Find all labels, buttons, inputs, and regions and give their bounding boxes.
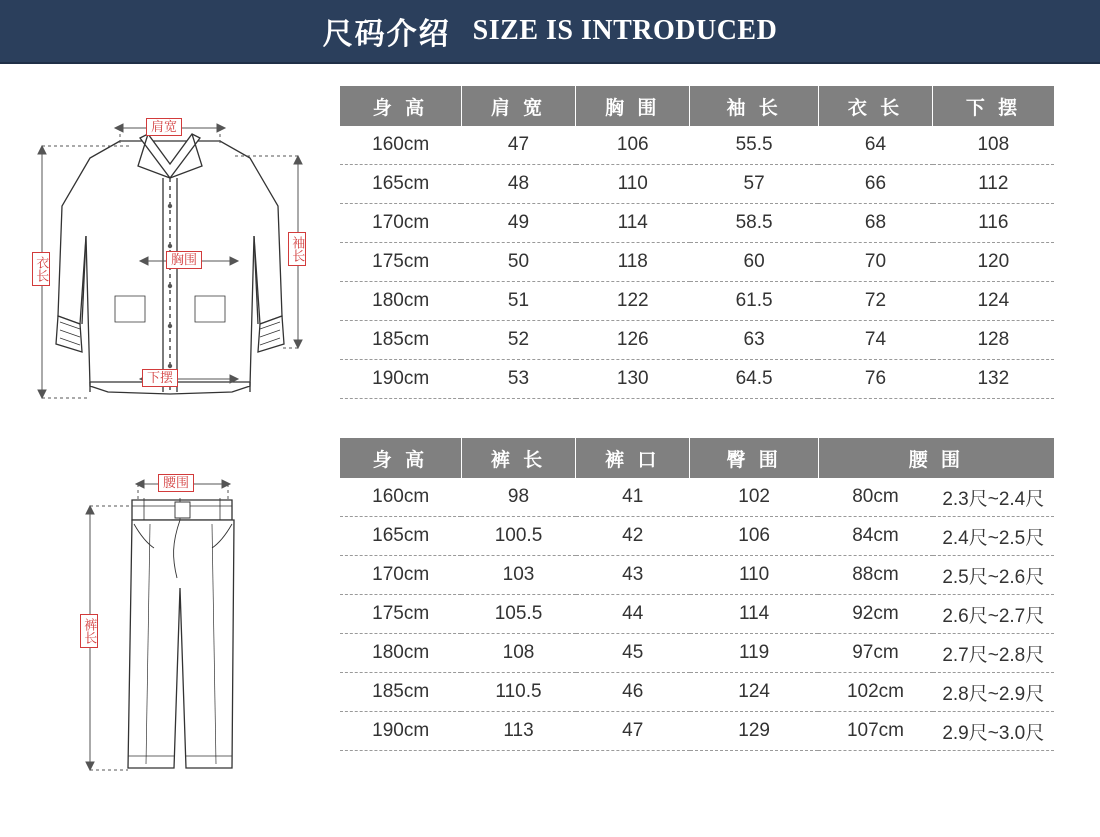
cell-pant-opening: 47 bbox=[576, 712, 690, 751]
column-header: 裤 口 bbox=[576, 438, 690, 478]
cell-waist-cm: 84cm bbox=[818, 517, 932, 556]
column-header: 袖 长 bbox=[690, 86, 819, 126]
cell-height: 175cm bbox=[340, 243, 461, 282]
cell-pant-length: 113 bbox=[461, 712, 575, 751]
cell-pant-opening: 42 bbox=[576, 517, 690, 556]
cell-sleeve: 63 bbox=[690, 321, 819, 360]
table-row bbox=[340, 478, 1054, 517]
cell-chest: 110 bbox=[576, 165, 690, 204]
cell-shoulder: 48 bbox=[461, 165, 575, 204]
cell-height: 160cm bbox=[340, 478, 461, 517]
cell-height: 165cm bbox=[340, 517, 461, 556]
cell-length: 66 bbox=[818, 165, 932, 204]
cell-height: 180cm bbox=[340, 282, 461, 321]
cell-pant-opening: 43 bbox=[576, 556, 690, 595]
column-header: 裤 长 bbox=[461, 438, 575, 478]
cell-length: 68 bbox=[818, 204, 932, 243]
cell-hip: 124 bbox=[690, 673, 819, 712]
label-shoulder-width: 肩宽 bbox=[146, 118, 182, 136]
cell-pant-opening: 46 bbox=[576, 673, 690, 712]
cell-length: 72 bbox=[818, 282, 932, 321]
cell-shoulder: 53 bbox=[461, 360, 575, 399]
cell-waist-chi: 2.6尺~2.7尺 bbox=[933, 595, 1054, 634]
cell-pant-opening: 41 bbox=[576, 478, 690, 517]
cell-waist-chi: 2.4尺~2.5尺 bbox=[933, 517, 1054, 556]
jacket-diagram bbox=[20, 86, 320, 416]
column-header: 身 高 bbox=[340, 86, 461, 126]
table-row bbox=[340, 360, 1054, 399]
cell-hem: 116 bbox=[933, 204, 1054, 243]
cell-sleeve: 60 bbox=[690, 243, 819, 282]
cell-waist-cm: 97cm bbox=[818, 634, 932, 673]
cell-shoulder: 50 bbox=[461, 243, 575, 282]
cell-sleeve: 64.5 bbox=[690, 360, 819, 399]
table-row bbox=[340, 321, 1054, 360]
cell-waist-chi: 2.8尺~2.9尺 bbox=[933, 673, 1054, 712]
cell-sleeve: 57 bbox=[690, 165, 819, 204]
table-row bbox=[340, 712, 1054, 751]
cell-chest: 130 bbox=[576, 360, 690, 399]
table-row bbox=[340, 204, 1054, 243]
table-header-row bbox=[340, 86, 1054, 126]
column-header: 臀 围 bbox=[690, 438, 819, 478]
cell-hip: 114 bbox=[690, 595, 819, 634]
label-sleeve-length: 袖长 bbox=[288, 232, 306, 266]
cell-height: 190cm bbox=[340, 360, 461, 399]
label-hem: 下摆 bbox=[142, 369, 178, 387]
cell-height: 175cm bbox=[340, 595, 461, 634]
cell-shoulder: 52 bbox=[461, 321, 575, 360]
jacket-section bbox=[0, 64, 1100, 416]
cell-shoulder: 49 bbox=[461, 204, 575, 243]
pants-size-table bbox=[340, 438, 1054, 751]
cell-height: 170cm bbox=[340, 204, 461, 243]
pants-diagram bbox=[20, 438, 320, 778]
table-row bbox=[340, 517, 1054, 556]
cell-chest: 118 bbox=[576, 243, 690, 282]
cell-shoulder: 47 bbox=[461, 126, 575, 165]
page-title-en: SIZE IS INTRODUCED bbox=[472, 15, 778, 46]
cell-hip: 129 bbox=[690, 712, 819, 751]
label-pant-length: 裤长 bbox=[80, 614, 98, 648]
table-header-row bbox=[340, 438, 1054, 478]
table-row bbox=[340, 126, 1054, 165]
table-row bbox=[340, 282, 1054, 321]
cell-hem: 124 bbox=[933, 282, 1054, 321]
table-row bbox=[340, 556, 1054, 595]
cell-pant-length: 105.5 bbox=[461, 595, 575, 634]
pants-figure-col bbox=[0, 438, 340, 778]
cell-hem: 132 bbox=[933, 360, 1054, 399]
page-title-cn: 尺码介绍 bbox=[322, 18, 451, 51]
label-waist: 腰围 bbox=[158, 474, 194, 492]
column-header: 胸 围 bbox=[576, 86, 690, 126]
cell-pant-length: 98 bbox=[461, 478, 575, 517]
cell-hem: 120 bbox=[933, 243, 1054, 282]
cell-chest: 114 bbox=[576, 204, 690, 243]
cell-pant-length: 108 bbox=[461, 634, 575, 673]
cell-pant-length: 110.5 bbox=[461, 673, 575, 712]
cell-height: 185cm bbox=[340, 321, 461, 360]
cell-waist-cm: 88cm bbox=[818, 556, 932, 595]
cell-pant-length: 103 bbox=[461, 556, 575, 595]
table-row bbox=[340, 673, 1054, 712]
cell-hip: 119 bbox=[690, 634, 819, 673]
pants-table-col bbox=[340, 438, 1100, 751]
cell-height: 170cm bbox=[340, 556, 461, 595]
cell-chest: 122 bbox=[576, 282, 690, 321]
column-header: 下 摆 bbox=[933, 86, 1054, 126]
table-row bbox=[340, 165, 1054, 204]
cell-sleeve: 61.5 bbox=[690, 282, 819, 321]
cell-hem: 108 bbox=[933, 126, 1054, 165]
table-row bbox=[340, 243, 1054, 282]
cell-waist-cm: 80cm bbox=[818, 478, 932, 517]
cell-waist-chi: 2.5尺~2.6尺 bbox=[933, 556, 1054, 595]
cell-waist-chi: 2.7尺~2.8尺 bbox=[933, 634, 1054, 673]
cell-waist-cm: 92cm bbox=[818, 595, 932, 634]
cell-pant-opening: 44 bbox=[576, 595, 690, 634]
cell-chest: 106 bbox=[576, 126, 690, 165]
cell-waist-chi: 2.9尺~3.0尺 bbox=[933, 712, 1054, 751]
cell-height: 190cm bbox=[340, 712, 461, 751]
page-header bbox=[0, 0, 1100, 64]
pants-section bbox=[0, 416, 1100, 778]
column-header: 衣 长 bbox=[818, 86, 932, 126]
label-garment-length: 衣长 bbox=[32, 252, 50, 286]
cell-hem: 112 bbox=[933, 165, 1054, 204]
column-header: 肩 宽 bbox=[461, 86, 575, 126]
cell-height: 165cm bbox=[340, 165, 461, 204]
cell-waist-cm: 102cm bbox=[818, 673, 932, 712]
column-header: 腰 围 bbox=[818, 438, 1054, 478]
cell-height: 180cm bbox=[340, 634, 461, 673]
cell-sleeve: 55.5 bbox=[690, 126, 819, 165]
cell-height: 185cm bbox=[340, 673, 461, 712]
cell-length: 64 bbox=[818, 126, 932, 165]
jacket-size-table bbox=[340, 86, 1054, 399]
cell-length: 74 bbox=[818, 321, 932, 360]
cell-sleeve: 58.5 bbox=[690, 204, 819, 243]
cell-pant-length: 100.5 bbox=[461, 517, 575, 556]
cell-hip: 110 bbox=[690, 556, 819, 595]
cell-hip: 102 bbox=[690, 478, 819, 517]
cell-hem: 128 bbox=[933, 321, 1054, 360]
column-header: 身 高 bbox=[340, 438, 461, 478]
jacket-figure-col bbox=[0, 86, 340, 416]
cell-chest: 126 bbox=[576, 321, 690, 360]
cell-height: 160cm bbox=[340, 126, 461, 165]
cell-length: 70 bbox=[818, 243, 932, 282]
table-row bbox=[340, 634, 1054, 673]
cell-length: 76 bbox=[818, 360, 932, 399]
table-row bbox=[340, 595, 1054, 634]
jacket-table-col bbox=[340, 86, 1100, 399]
label-chest: 胸围 bbox=[166, 251, 202, 269]
cell-waist-chi: 2.3尺~2.4尺 bbox=[933, 478, 1054, 517]
cell-waist-cm: 107cm bbox=[818, 712, 932, 751]
cell-shoulder: 51 bbox=[461, 282, 575, 321]
cell-hip: 106 bbox=[690, 517, 819, 556]
cell-pant-opening: 45 bbox=[576, 634, 690, 673]
